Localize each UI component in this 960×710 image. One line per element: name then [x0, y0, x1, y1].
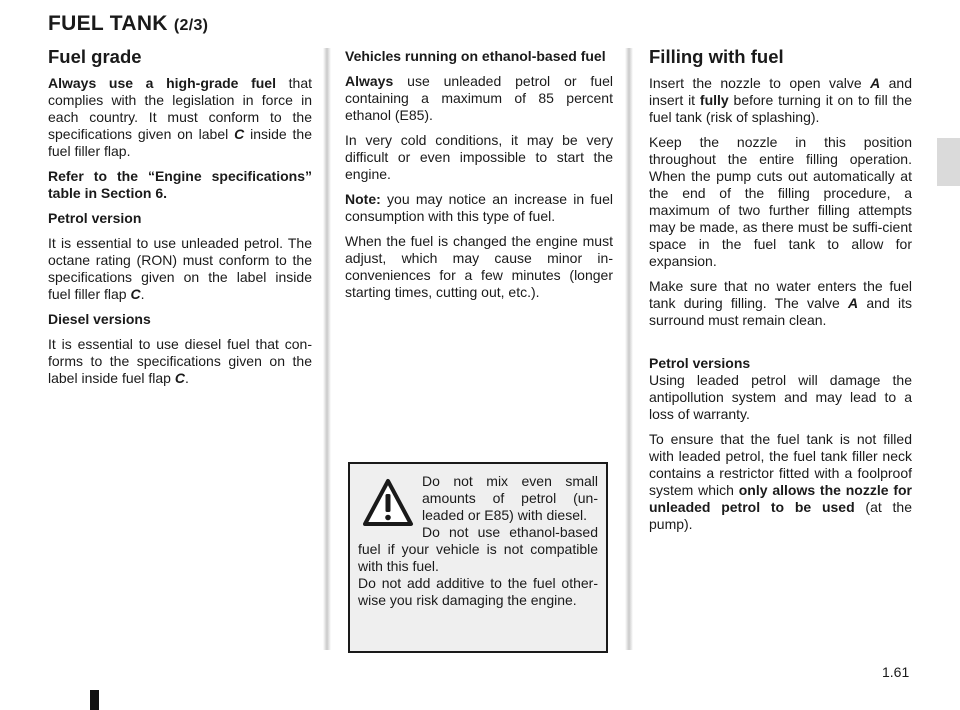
note-text: you may notice an increase in fuel consumption with this type of fuel. — [345, 191, 613, 224]
warning-triangle-icon — [362, 477, 414, 529]
diesel-versions-text-a: It is essential to use diesel fuel that con-forms to the specifications given on the label inside fuel flap — [48, 336, 312, 386]
petrol-version-text-a: It is essential to use unleaded petrol. The octane rating (RON) must conform to the specifications given on the label inside fuel filler flap — [48, 235, 312, 302]
column-ethanol — [345, 48, 613, 309]
ethanol-text: use unleaded petrol or fuel containing a maximum of 85 percent ethanol (E85). — [345, 73, 613, 123]
insert-text-b: and insert it — [649, 75, 912, 108]
warning-text-additive: Do not add additive to the fuel other-wise you risk damaging the engine. — [358, 575, 598, 608]
fuel-grade-paragraph — [48, 75, 312, 160]
restrictor-text-b: (at the pump). — [649, 499, 912, 532]
restrictor-paragraph — [649, 431, 912, 533]
column-filling — [649, 48, 912, 541]
petrol-versions-heading: Petrol versions — [649, 355, 751, 371]
page-corner-mark — [90, 690, 99, 710]
engine-spec-reference: Refer to the “Engine specifications” table in Section 6. — [48, 168, 312, 201]
diesel-versions-text-b: . — [185, 370, 189, 386]
label-c-ref: C — [174, 370, 185, 386]
fuel-grade-emphasis: Always use a high-grade fuel — [48, 75, 276, 91]
restrictor-text-a: To ensure that the fuel tank is not filled with leaded petrol, the fuel tank filler neck contains a restrictor fitted with a foolproof system which — [649, 431, 912, 498]
fuel-grade-heading: Fuel grade — [48, 46, 142, 67]
insert-nozzle-paragraph — [649, 75, 912, 126]
fuel-grade-text-b: inside the fuel filler flap. — [48, 126, 312, 159]
diesel-versions-paragraph — [48, 336, 312, 387]
column-divider-left — [323, 48, 331, 650]
note-label: Note: — [345, 191, 381, 207]
page-title — [48, 12, 208, 36]
insert-text-c: before turning it on to fill the fuel tank (risk of splashing). — [649, 92, 912, 125]
column-divider-right — [625, 48, 633, 650]
warning-text-diesel: Do not mix even small amounts of petrol (un-leaded or E85) with diesel. — [422, 473, 598, 523]
fuel-change-paragraph: When the fuel is changed the engine must adjust, which may cause minor in-conveniences for a few minutes (longer starting times, cutting out, etc.). — [345, 233, 613, 300]
page-number: 1.61 — [882, 664, 910, 680]
leaded-petrol-text: Using leaded petrol will damage the antipollution system and may lead to a loss of warranty. — [649, 372, 912, 422]
fully-emphasis: fully — [699, 92, 729, 108]
ethanol-heading: Vehicles running on ethanol-based fuel — [345, 48, 606, 64]
valve-a-ref: A — [870, 75, 881, 91]
petrol-versions-block — [649, 355, 912, 423]
petrol-version-paragraph — [48, 235, 312, 303]
insert-text-a: Insert the nozzle to open valve — [649, 75, 871, 91]
petrol-version-heading: Petrol version — [48, 210, 142, 226]
diesel-versions-heading: Diesel versions — [48, 311, 151, 327]
filling-heading: Filling with fuel — [649, 46, 784, 67]
no-water-text-a: Make sure that no water enters the fuel tank during filling. The valve — [649, 278, 912, 311]
restrictor-emphasis: only allows the nozzle for unleaded petrol to be used — [649, 482, 912, 515]
label-c-ref: C — [234, 126, 245, 142]
petrol-version-text-b: . — [140, 286, 145, 302]
ethanol-emphasis: Always — [345, 73, 394, 89]
label-c-ref: C — [130, 286, 141, 302]
note-paragraph — [345, 191, 613, 225]
warning-box — [348, 462, 608, 653]
page-title-text: FUEL TANK — [48, 12, 168, 35]
no-water-text-b: and its surround must remain clean. — [649, 295, 912, 328]
ethanol-paragraph — [345, 73, 613, 124]
cold-conditions-paragraph: In very cold conditions, it may be very difficult or even impossible to start the engine. — [345, 132, 613, 182]
nozzle-position-paragraph: Keep the nozzle in this position throughout the entire filling operation. When the pump cuts out automatically at the end of the filling procedure, a maximum of two further filling attempts may be made, as there must be suffi-cient space in the fuel tank to allow for expansion. — [649, 134, 912, 269]
warning-text-ethanol: Do not use ethanol-based fuel if your vehicle is not compatible with this fuel. — [358, 524, 598, 574]
page-title-part: (2/3) — [173, 17, 209, 34]
valve-a-ref: A — [848, 295, 859, 311]
section-tab-marker — [937, 138, 960, 186]
fuel-grade-text-a: that complies with the legislation in force in each country. It must conform to the specifications given on label — [48, 75, 313, 142]
no-water-paragraph — [649, 278, 912, 329]
column-fuel-grade — [48, 48, 312, 395]
